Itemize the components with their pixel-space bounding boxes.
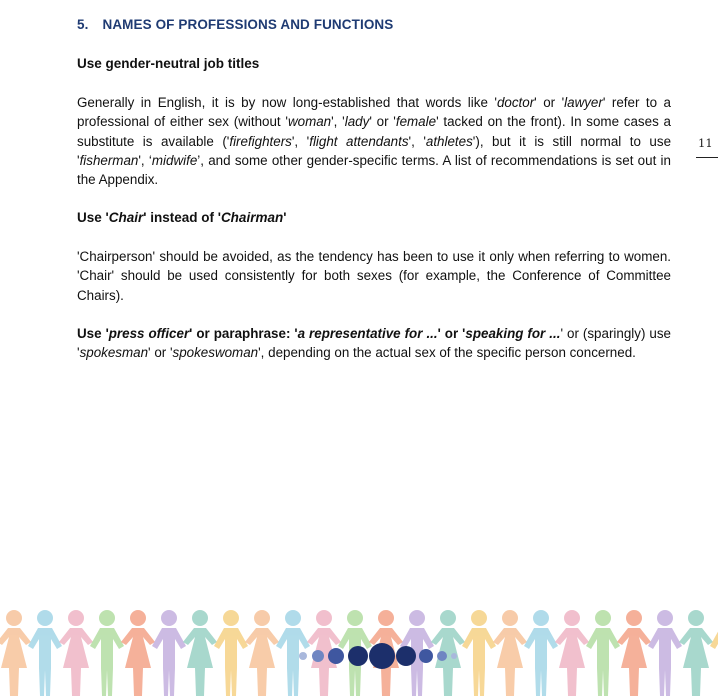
decorative-dot (348, 646, 368, 666)
decorative-dot (396, 646, 416, 666)
text-run: ' or paraphrase: ' (189, 326, 298, 341)
decorative-dot (419, 649, 433, 663)
text-run: spokeswoman (172, 345, 259, 361)
section-heading (77, 17, 393, 32)
footer-decorative-band (0, 606, 718, 696)
subheading-gender-neutral: Use gender-neutral job titles (77, 56, 260, 71)
text-run: midwife (151, 152, 198, 168)
text-run: Generally in English, it is by now long-established that words like ' (77, 95, 497, 110)
person-figure-icon (245, 610, 279, 696)
person-figure-icon (90, 610, 124, 696)
subheading-chair (77, 210, 286, 225)
text-run: fisherman (79, 152, 139, 168)
person-figure-icon (586, 610, 620, 696)
person-figure-icon (648, 610, 682, 696)
text-run: lawyer (564, 95, 603, 110)
person-figure-icon (28, 610, 62, 696)
text-run: athletes (425, 133, 473, 149)
text-run: ', ‘ (138, 152, 152, 168)
text-run: Use ' (77, 326, 109, 341)
decorative-dot (437, 651, 447, 661)
person-figure-icon (121, 610, 155, 696)
text-run: ', ' (331, 114, 345, 130)
paragraph-spokesperson (77, 324, 671, 363)
page-number: 11 (698, 136, 713, 150)
text-run: doctor (496, 95, 535, 110)
section-number: 5. (77, 17, 89, 32)
decorative-dot (299, 652, 307, 660)
text-run: a representative for ... (297, 326, 438, 341)
page-number-rule (696, 157, 718, 158)
text-run: ', ' (408, 133, 426, 149)
person-figure-icon (183, 610, 217, 696)
section-title: NAMES OF PROFESSIONS AND FUNCTIONS (102, 17, 394, 32)
text-run: Use ' (77, 210, 109, 225)
person-figure-icon (493, 610, 527, 696)
person-figure-icon (524, 610, 558, 696)
person-figure-icon (462, 610, 496, 696)
person-figure-icon (555, 610, 589, 696)
text-run: Chair (108, 210, 144, 225)
text-run: ' or (sparingly) use ' (77, 326, 671, 361)
text-run: female (395, 114, 437, 130)
text-run: ' or ' (148, 345, 173, 361)
person-figure-icon (59, 610, 93, 696)
person-figure-icon (214, 610, 248, 696)
people-figures-illustration (0, 606, 718, 696)
person-figure-icon (679, 610, 713, 696)
text-run: ' instead of ' (143, 210, 221, 225)
decorative-dot (451, 653, 457, 659)
decorative-dot (328, 648, 344, 664)
text-run: lady (344, 114, 370, 130)
decorative-dot (312, 650, 324, 662)
text-run: ', ' (291, 133, 310, 149)
person-figure-icon (152, 610, 186, 696)
text-run: firefighters (229, 133, 292, 149)
person-figure-icon (0, 610, 31, 696)
text-run: woman (287, 114, 332, 130)
text-run: ', depending on the actual sex of the specific person concerned. (258, 345, 636, 361)
text-run: ' or ' (369, 114, 396, 130)
text-run: flight attendants (309, 133, 409, 149)
text-run: ' or ' (534, 95, 565, 110)
paragraph-chair: 'Chairperson' should be avoided, as the tendency has been to use it only when referring to women. 'Chair' should be used consistently for both sexes (for example, the Conference of Committee Chairs). (77, 249, 671, 303)
text-run: Chairman (220, 210, 284, 225)
person-figure-icon (710, 610, 718, 696)
text-run: ’, and some other gender-specific terms. A list of recommendations is set out in the Appendix. (77, 152, 671, 188)
text-run: ' tacked on the front). In some cases a substitute is available (' (77, 114, 671, 149)
text-run: press officer (108, 326, 190, 341)
paragraph-gender-neutral (77, 93, 671, 189)
decorative-dot (369, 643, 395, 669)
person-figure-icon (617, 610, 651, 696)
text-run: '), but it is still normal to use ' (77, 133, 672, 168)
text-run: speaking for ... (465, 326, 561, 341)
text-run: ' refer to a professional of either sex (without ' (77, 95, 671, 130)
text-run: spokesman (79, 345, 149, 361)
text-run: ' or ' (437, 326, 466, 341)
text-run: ' (283, 210, 287, 225)
person-figure-icon (431, 610, 465, 696)
